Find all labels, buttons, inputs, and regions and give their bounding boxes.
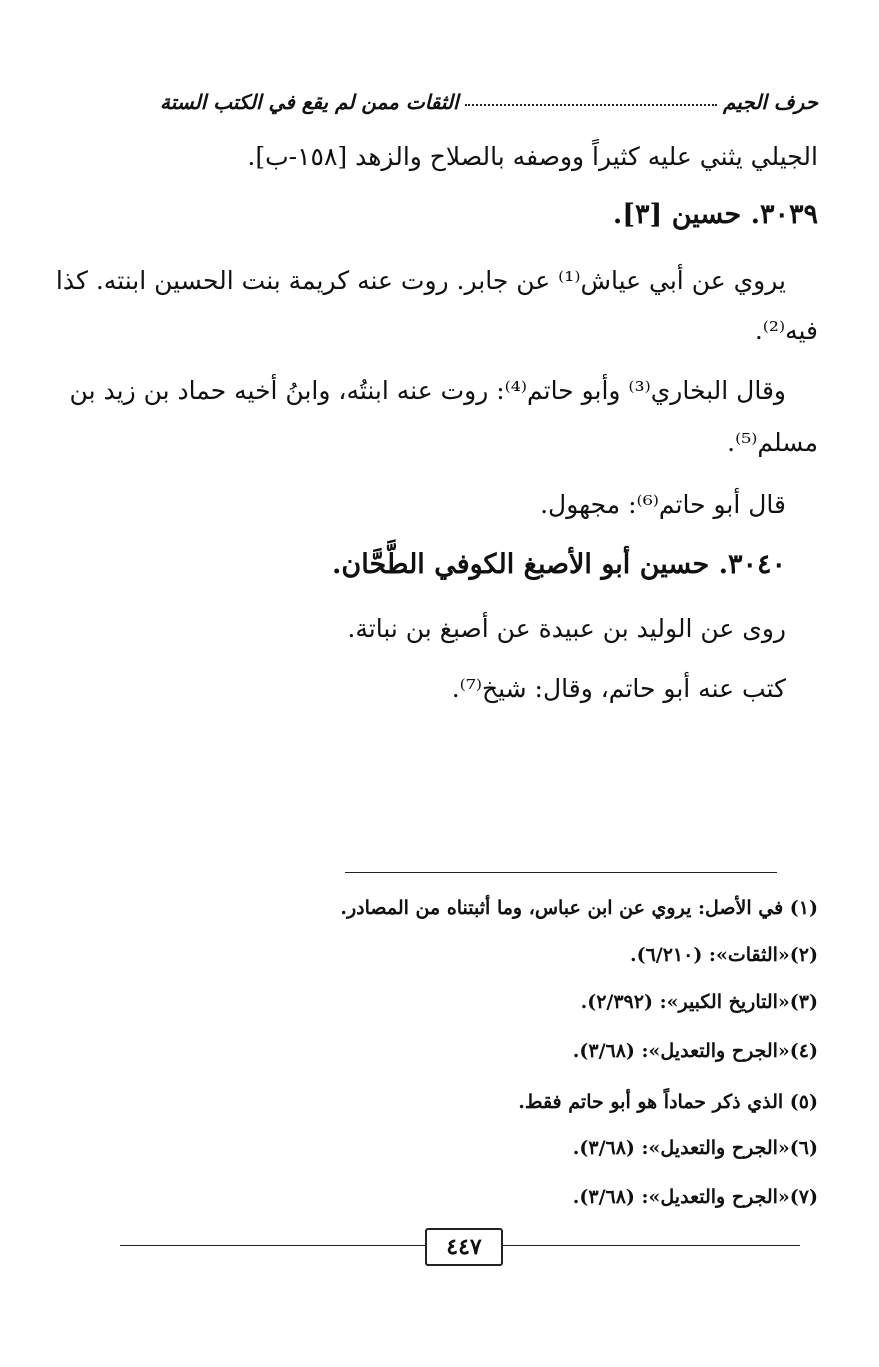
body-line: مسلم⁽⁵⁾. [727, 428, 818, 457]
body-line: روى عن الوليد بن عبيدة عن أصبغ بن نباتة. [347, 614, 786, 643]
body-line: يروي عن أبي عياش⁽¹⁾ عن جابر. روت عنه كريمة بنت الحسين ابنته. كذا [55, 266, 786, 295]
running-header [160, 78, 818, 114]
footnote-7: (٧)«الجرح والتعديل»: (٣/٦٨). [572, 1186, 818, 1208]
footnote-5: (٥) الذي ذكر حماداً هو أبو حاتم فقط. [518, 1091, 818, 1113]
footnote-separator [345, 872, 777, 873]
header-leader-dots [465, 103, 717, 106]
body-line: قال أبو حاتم⁽⁶⁾: مجهول. [540, 490, 786, 519]
footnote-3: (٣)«التاريخ الكبير»: (٢/٣٩٢). [580, 991, 818, 1013]
entry-heading-3039: ٣٠٣٩. حسين [٣]. [612, 199, 818, 230]
footnote-4: (٤)«الجرح والتعديل»: (٣/٦٨). [572, 1040, 818, 1062]
footer-rule-right [503, 1245, 800, 1246]
body-line: الجيلي يثني عليه كثيراً ووصفه بالصلاح والزهد [١٥٨-ب]. [247, 142, 818, 171]
page-number: ٤٤٧ [425, 1228, 503, 1266]
footer-rule-left [120, 1245, 425, 1246]
header-book-title: الثقات ممن لم يقع في الكتب الستة [160, 90, 459, 114]
footnote-2: (٢)«الثقات»: (٦/٢١٠). [629, 944, 818, 966]
footnote-1: (١) في الأصل: يروي عن ابن عباس، وما أثبتناه من المصادر. [340, 897, 818, 919]
body-line: فيه⁽²⁾. [754, 316, 818, 345]
body-line: كتب عنه أبو حاتم، وقال: شيخ⁽⁷⁾. [451, 674, 786, 703]
footnote-6: (٦)«الجرح والتعديل»: (٣/٦٨). [572, 1137, 818, 1159]
body-line: وقال البخاري⁽³⁾ وأبو حاتم⁽⁴⁾: روت عنه ابنتُه، وابنُ أخيه حماد بن زيد بن [69, 376, 786, 405]
entry-heading-3040: ٣٠٤٠. حسين أبو الأصبغ الكوفي الطَّحَّان. [332, 549, 786, 580]
header-chapter: حرف الجيم [723, 90, 818, 114]
